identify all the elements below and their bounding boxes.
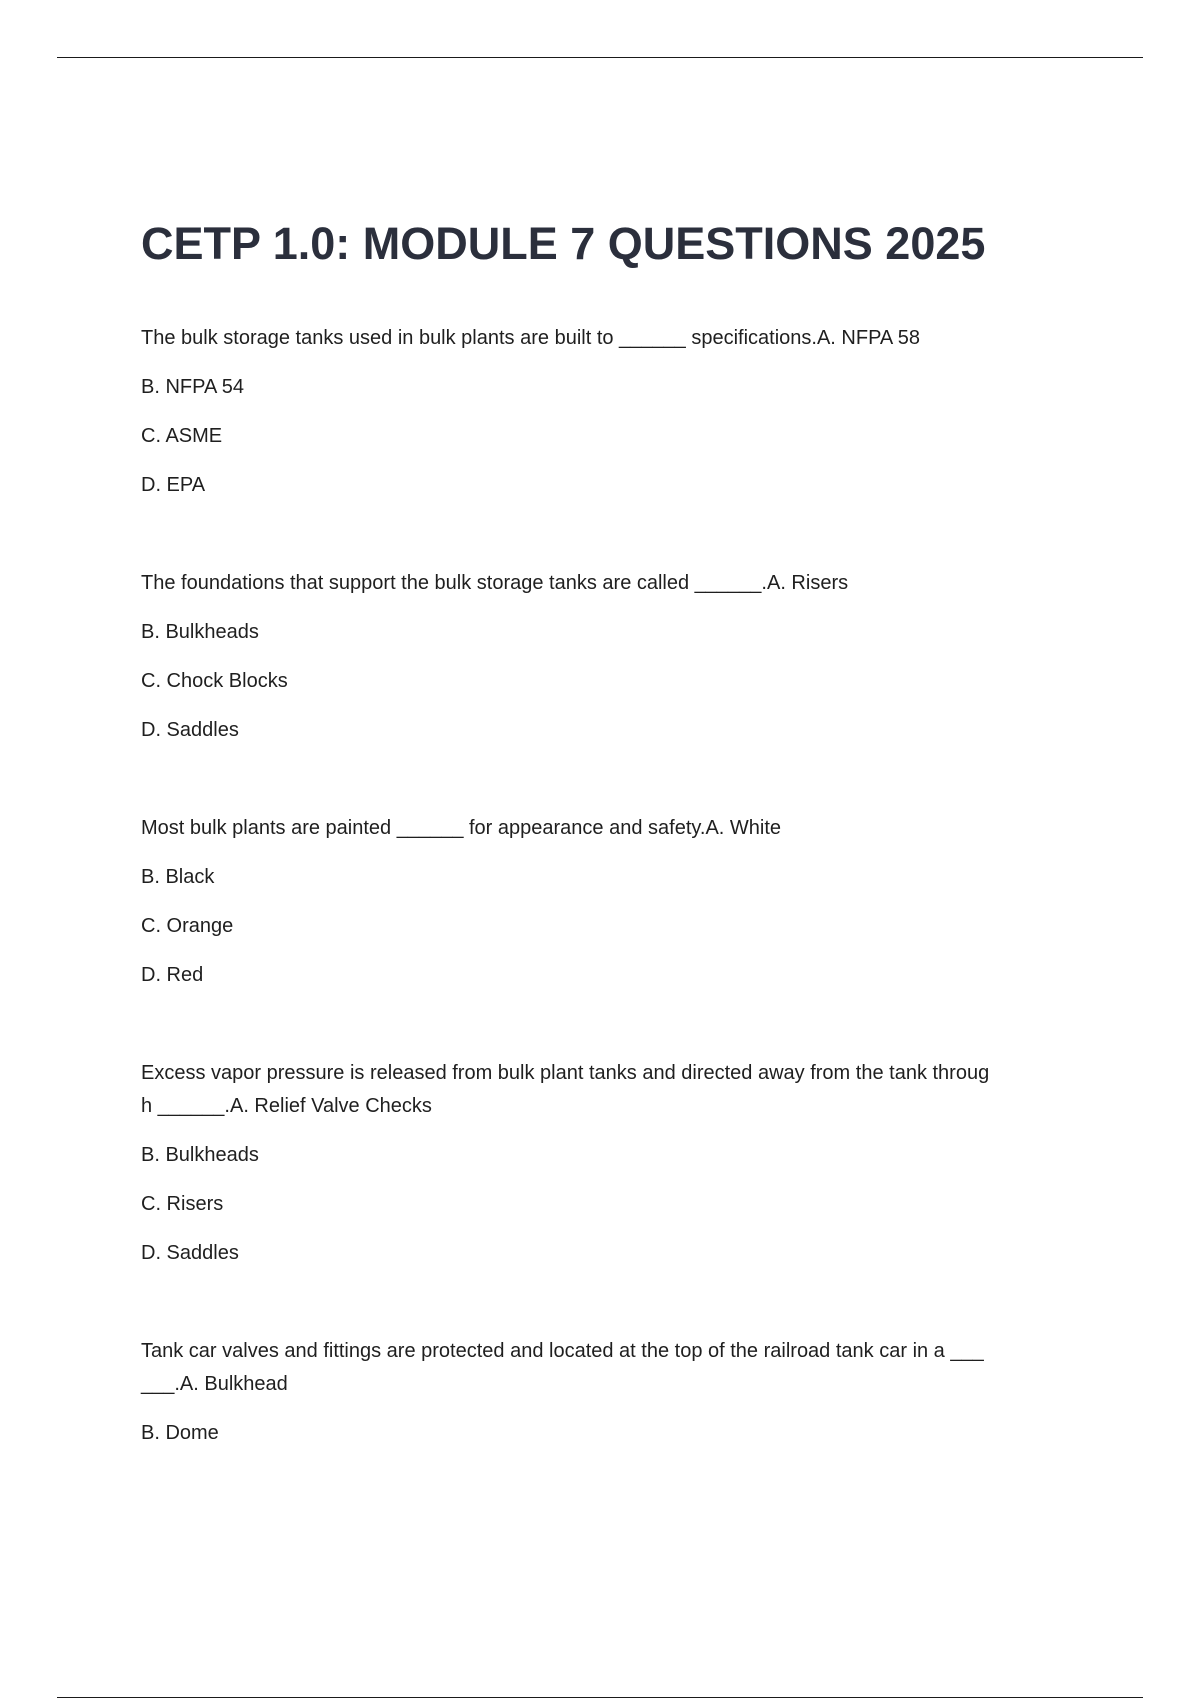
question-text: Most bulk plants are painted ______ for appearance and safety.A. White (141, 817, 782, 839)
top-rule (57, 57, 1143, 58)
question-text-line-2: h ______.A. Relief Valve Checks (141, 1095, 432, 1117)
question-block (141, 812, 1061, 992)
question-block (141, 567, 1061, 747)
answer-option: D. Saddles (141, 1242, 239, 1264)
bottom-rule (57, 1697, 1143, 1698)
page-title: CETP 1.0: MODULE 7 QUESTIONS 2025 (141, 218, 986, 269)
question-block (141, 1335, 1061, 1450)
question-block (141, 322, 1061, 502)
answer-option: B. Black (141, 866, 215, 888)
answer-option: C. ASME (141, 425, 223, 447)
answer-option: B. Bulkheads (141, 1144, 259, 1166)
answer-option: B. NFPA 54 (141, 376, 245, 398)
question-text-line-2: ___.A. Bulkhead (141, 1373, 288, 1395)
answer-option: D. Saddles (141, 719, 239, 741)
answer-option: D. Red (141, 964, 204, 986)
answer-option: C. Chock Blocks (141, 670, 288, 692)
answer-option: B. Bulkheads (141, 621, 259, 643)
answer-option: C. Orange (141, 915, 234, 937)
answer-option: C. Risers (141, 1193, 224, 1215)
answer-option: B. Dome (141, 1422, 219, 1444)
question-block (141, 1057, 1061, 1270)
answer-option: D. EPA (141, 474, 206, 496)
question-text: The bulk storage tanks used in bulk plants are built to ______ specifications.A. NFPA 58 (141, 327, 920, 349)
question-text: The foundations that support the bulk storage tanks are called ______.A. Risers (141, 572, 849, 594)
question-text-line-1: Excess vapor pressure is released from bulk plant tanks and directed away from the tank throug (141, 1062, 990, 1084)
question-text-line-1: Tank car valves and fittings are protected and located at the top of the railroad tank car in a ___ (141, 1340, 984, 1362)
